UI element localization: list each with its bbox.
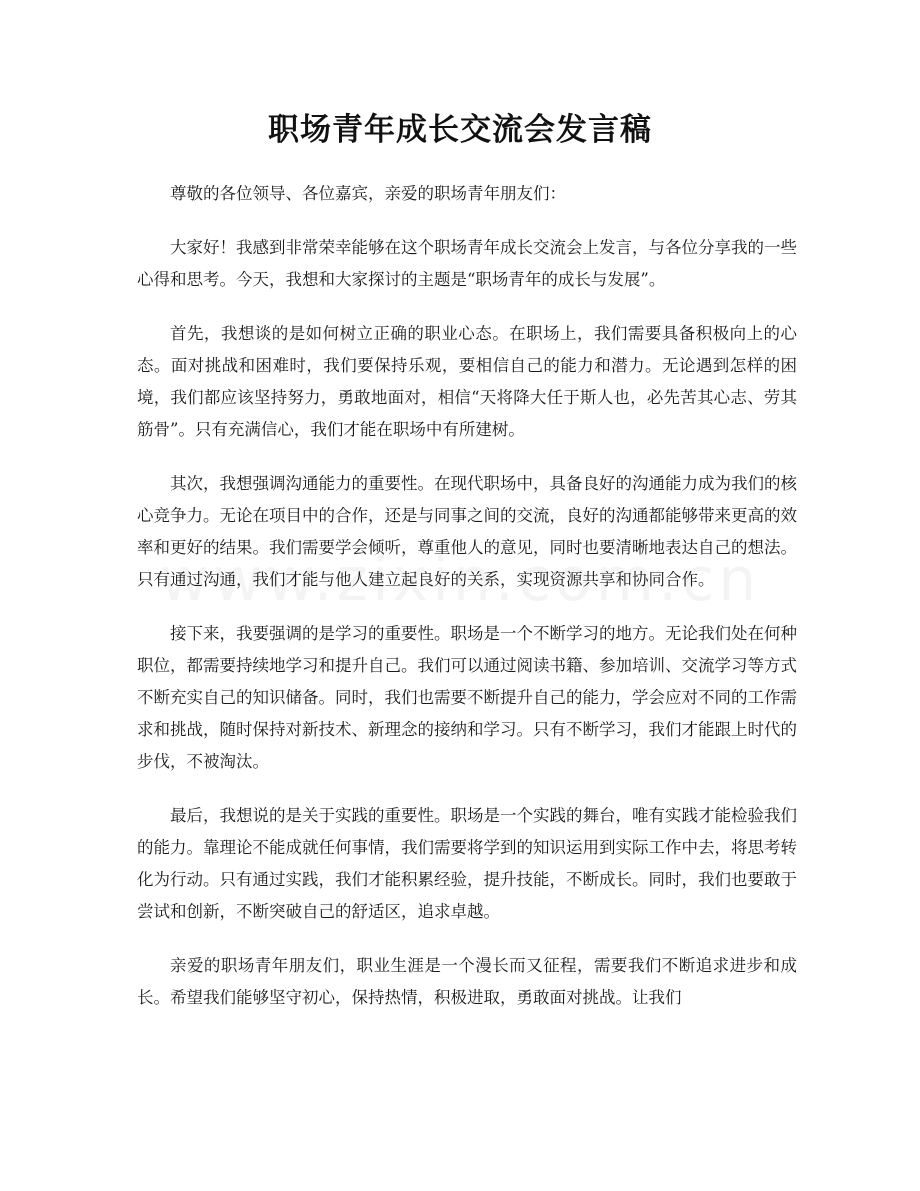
- body-paragraph: 接下来，我要强调的是学习的重要性。职场是一个不断学习的地方。无论我们处在何种职位，都需要持续地学习和提升自己。我们可以通过阅读书籍、参加培训、交流学习等方式不断充实自己的知识储备。同时，我们也需要不断提升自己的能力，学会应对不同的工作需求和挑战，随时保持对新技术、新理念的接纳和学习。只有不断学习，我们才能跟上时代的步伐，不被淘汰。: [137, 624, 797, 771]
- document-body: [137, 178, 797, 1036]
- body-paragraph: 首先，我想谈的是如何树立正确的职业心态。在职场上，我们需要具备积极向上的心态。面对挑战和困难时，我们要保持乐观，要相信自己的能力和潜力。无论遇到怎样的困境，我们都应该坚持努力，勇敢地面对，相信“天将降大任于斯人也，必先苦其心志、劳其筋骨”。只有充满信心，我们才能在职场中有所建树。: [137, 324, 797, 439]
- salutation-paragraph: 尊敬的各位领导、各位嘉宾，亲爱的职场青年朋友们：: [170, 184, 566, 203]
- body-paragraph: 最后，我想说的是关于实践的重要性。职场是一个实践的舞台，唯有实践才能检验我们的能力。靠理论不能成就任何事情，我们需要将学到的知识运用到实际工作中去，将思考转化为行动。只有通过实践，我们才能积累经验，提升技能，不断成长。同时，我们也要敢于尝试和创新，不断突破自己的舒适区，追求卓越。: [137, 806, 797, 921]
- body-paragraph: 大家好！我感到非常荣幸能够在这个职场青年成长交流会上发言，与各位分享我的一些心得和思考。今天，我想和大家探讨的主题是“职场青年的成长与发展”。: [137, 238, 797, 289]
- body-paragraph: 亲爱的职场青年朋友们，职业生涯是一个漫长而又征程，需要我们不断追求进步和成长。希望我们能够坚守初心，保持热情，积极进取，勇敢面对挑战。让我们: [137, 956, 797, 1007]
- document-title: 职场青年成长交流会发言稿: [268, 112, 652, 148]
- body-paragraph: 其次，我想强调沟通能力的重要性。在现代职场中，具备良好的沟通能力成为我们的核心竞争力。无论在项目中的合作，还是与同事之间的交流，良好的沟通都能够带来更高的效率和更好的结果。我们需要学会倾听，尊重他人的意见，同时也要清晰地表达自己的想法。只有通过沟通，我们才能与他人建立起良好的关系，实现资源共享和协同合作。: [137, 474, 797, 589]
